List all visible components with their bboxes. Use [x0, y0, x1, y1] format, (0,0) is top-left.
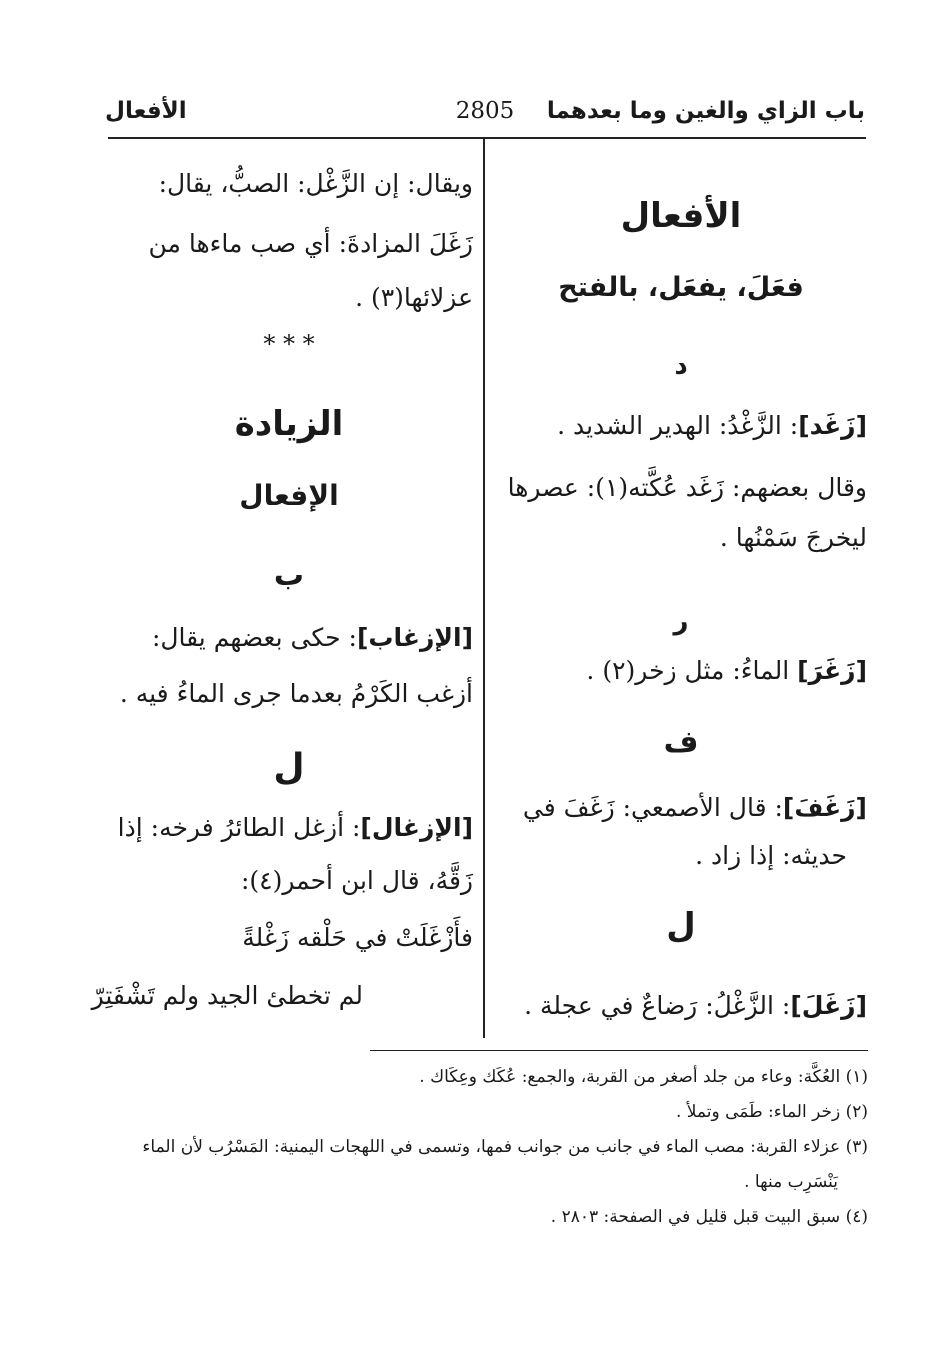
- text-line: زَغَلَ المزادةَ: أي صب ماءها من: [148, 229, 473, 258]
- entry-text: : حكى بعضهم يقال:: [151, 623, 357, 652]
- verse-line: فأَزْغَلَتْ في حَلْقه زَغْلةً: [242, 923, 473, 952]
- separator: * * *: [263, 330, 315, 358]
- left-column-title: الزيادة: [234, 404, 344, 444]
- entry-line: أزغب الكَرْمُ بعدما جرى الماءُ فيه .: [119, 679, 473, 708]
- entry-text: : الزَّغْلُ: رَضاعٌ في عجلة .: [524, 991, 791, 1020]
- section-title: الأفعال: [105, 98, 187, 124]
- entry-key: [زَغَد]: [798, 411, 867, 440]
- entry-text: الماءُ: مثل زخر(٢) .: [586, 656, 798, 685]
- footnote-3: (٣) عزلاء القربة: مصب الماء في جانب من جوانب فمها، وتسمى في اللهجات اليمنية: المَسْرُب لأن الماء: [142, 1137, 868, 1157]
- entry-key: [زَغَفَ]: [782, 793, 867, 822]
- entry-line: [557, 400, 867, 452]
- verse-line: لم تخطئ الجيد ولم تَشْفَتِرّ: [91, 981, 363, 1010]
- left-column-subtitle: الإفعال: [239, 479, 339, 512]
- entry-line: زَقَّهُ، قال ابن أحمر(٤):: [240, 866, 473, 895]
- text-line: عزلائها(٣) .: [355, 283, 473, 312]
- section-letter: ف: [663, 725, 699, 760]
- entry-key: [زَغَرَ]: [797, 656, 867, 685]
- entry-line: [523, 782, 867, 834]
- entry-key: [زَغَلَ]: [790, 991, 867, 1020]
- text-line: ويقال: إن الزَّغْل: الصبُّ، يقال:: [158, 169, 473, 198]
- header-rule: [108, 137, 866, 139]
- footnote-1: (١) العُكَّة: وعاء من جلد أصغر من القربة، والجمع: عُكَك وعِكَاك .: [419, 1067, 868, 1087]
- footnote-3-continued: يَنْسَرِب منها .: [744, 1172, 838, 1192]
- section-letter: ب: [273, 558, 305, 593]
- column-divider: [483, 138, 485, 1038]
- section-letter: ل: [273, 747, 305, 788]
- section-letter: ر: [673, 606, 689, 636]
- entry-text: : قال الأصمعي: زَغَفَ في: [522, 793, 783, 822]
- entry-text: : أزغل الطائرُ فرخه: إذا: [117, 813, 361, 842]
- section-letter: د: [674, 351, 688, 381]
- entry-line: [152, 612, 473, 664]
- entry-key: [الإزغال]: [360, 813, 473, 842]
- section-letter: ل: [666, 906, 696, 946]
- entry-line: ليخرجَ سَمْنُها .: [719, 523, 867, 552]
- footnote-4: (٤) سبق البيت قبل قليل في الصفحة: ٢٨٠٣ .: [550, 1207, 868, 1227]
- footnote-rule: [370, 1050, 868, 1051]
- right-column-title: الأفعال: [620, 196, 742, 236]
- right-column-subtitle: فعَلَ، يفعَل، بالفتح: [558, 272, 804, 303]
- entry-line: [586, 645, 867, 697]
- entry-line: [118, 802, 473, 854]
- chapter-title: باب الزاي والغين وما بعدهما: [546, 98, 865, 124]
- entry-line: وقال بعضهم: زَغَد عُكَّته(١): عصرها: [507, 473, 867, 502]
- page-header: [105, 98, 865, 138]
- entry-line: حديثه: إذا زاد .: [695, 841, 847, 870]
- entry-key: [الإزغاب]: [356, 623, 473, 652]
- page-number: 2805: [455, 98, 515, 124]
- entry-text: : الزَّغْدُ: الهدير الشديد .: [557, 411, 799, 440]
- entry-line: [524, 980, 867, 1032]
- footnote-2: (٢) زخر الماء: طَمَى وتملأ .: [675, 1102, 868, 1122]
